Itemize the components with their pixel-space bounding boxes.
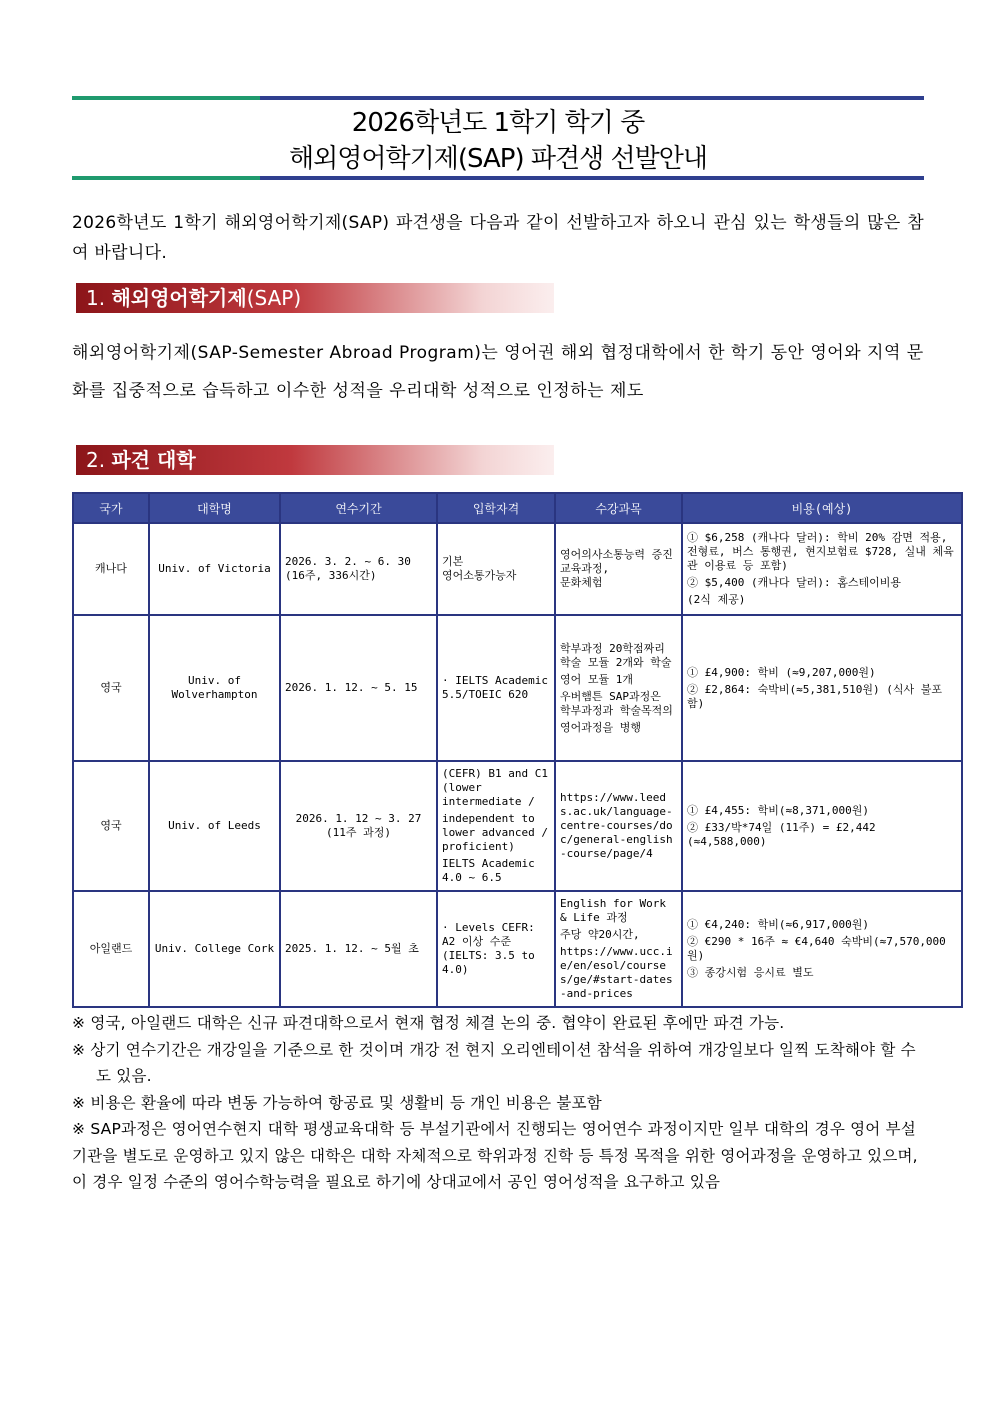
courses-url[interactable]: https://www.leeds.ac.uk/language-centre-courses/doc/general-english-course/page/4 [560,791,673,860]
cost-line: ② $5,400 (캐나다 달러): 홈스테이비용 [687,576,901,589]
cell-period [280,891,437,1007]
header-courses: 수강과목 [555,493,682,523]
title-block [72,96,924,180]
cell-period [280,761,437,891]
cell-admission [437,615,555,761]
cost-line: (2식 제공) [687,593,746,606]
cell-admission [437,891,555,1007]
note-item: ※ 비용은 환율에 따라 변동 가능하여 항공료 및 생활비 등 개인 비용은 불포함 [72,1093,602,1112]
admission-line: 기본 [442,555,464,568]
section2-title: 파견 대학 [111,448,196,472]
note-item: ※ 상기 연수기간은 개강일을 기준으로 한 것이며 개강 전 현지 오리엔테이션 참석을 위하여 개강일보다 일찍 도착해야 할 수도 있음. [72,1040,916,1085]
period-line: 2026. 1. 12. ~ 5. 15 [285,681,418,694]
section1-body: 해외영어학기제(SAP-Semester Abroad Program)는 영어권 해외 협정대학에서 한 학기 동안 영어와 지역 문화를 집중적으로 습득하고 이수한 성적을 우리대학 성적으로 인정하는 제도 [72,343,924,401]
cell-admission [437,523,555,615]
intro-paragraph: 2026학년도 1학기 해외영어학기제(SAP) 파견생을 다음과 같이 선발하고자 하오니 관심 있는 학생들의 많은 참여 바랍니다. [72,213,924,263]
cell-costs [682,523,962,615]
cost-line: ① $6,258 (캐나다 달러): 학비 20% 감면 적용, 전형료, 버스 통행권, 현지보험료 $728, 실내 체육관 이용료 등 포함) [687,531,954,572]
table-row [73,523,962,615]
courses-line: 영어의사소통능력 증진 교육과정, [560,548,673,575]
admission-line: 영어소통가능자 [442,569,517,582]
cell-courses [555,761,682,891]
cell-costs [682,891,962,1007]
header-costs: 비용(예상) [682,493,962,523]
cell-period [280,615,437,761]
table-row [73,891,962,1007]
cell-courses [555,891,682,1007]
header-country: 국가 [73,493,149,523]
cell-courses [555,523,682,615]
cell-country: 영국 [73,615,149,761]
cell-university: Univ. College Cork [149,891,280,1007]
admission-line: independent to lower advanced / proficient) [442,812,548,853]
period-line: 2026. 1. 12 ~ 3. 27 [295,812,422,825]
cell-costs [682,761,962,891]
note-item: ※ SAP과정은 영어연수현지 대학 평생교육대학 등 부설기관에서 진행되는 영어연수 과정이지만 일부 대학의 경우 영어 부설 기관을 별도로 운영하고 있지 않은 대학은 대학 자체적으로 학위과정 진학 등 특정 목적을 위한 영어과정을 운영하고 있으며, 이 경우 일정 수준의 영어수학능력을 필요로 하기에 상대교에서 공인 영어성적을 요구하고 있음 [72,1120,918,1191]
cost-line: ③ 종강시험 응시료 별도 [687,966,814,979]
period-line: (11주 과정) [326,826,391,839]
cell-university: Univ. of Leeds [149,761,280,891]
section2-number: 2. [86,448,106,472]
cost-line: ② £33/박*74일 (11주) = £2,442 (≈4,588,000) [687,820,876,848]
page-title-line1: 2026학년도 1학기 학기 중 [351,108,645,138]
header-university: 대학명 [149,493,280,523]
cell-university: Univ. of Wolverhampton [149,615,280,761]
title-bottom-rule [72,176,924,180]
cell-period [280,523,437,615]
admission-line: · IELTS Academic 5.5/TOEIC 620 [442,674,548,701]
cell-country: 캐나다 [73,523,149,615]
section1-title: 해외영어학기제 [111,286,247,310]
period-line: 2025. 1. 12. ~ 5월 초 [285,942,419,955]
period-line: (16주, 336시간) [285,569,377,582]
admission-line: (CEFR) B1 and C1 (lower intermediate / [442,767,548,808]
cost-line: ① €4,240: 학비(≈6,917,000원) [687,918,869,931]
cost-line: ② €290 * 16주 ≈ €4,640 숙박비(≈7,570,000원) [687,935,946,962]
admission-line: · Levels CEFR: A2 이상 수준 (IELTS: 3.5 to 4.0) [442,921,535,976]
cost-line: ② £2,864: 숙박비(≈5,381,510원) (식사 불포함) [687,682,942,710]
cell-courses [555,615,682,761]
cell-university: Univ. of Victoria [149,523,280,615]
title-top-rule [72,96,924,100]
courses-url[interactable]: https://www.ucc.ie/en/esol/courses/ge/#start-dates-and-prices [560,945,673,1000]
courses-line: 문화체험 [560,576,603,589]
table-row [73,761,962,891]
courses-line: 영어과정을 병행 [560,720,642,734]
section2-heading [76,445,554,475]
courses-line: English for Work & Life 과정 [560,897,666,924]
header-admission: 입학자격 [437,493,555,523]
header-period: 연수기간 [280,493,437,523]
section1-heading [76,283,554,313]
courses-line: 우버햄튼 SAP과정은 학부과정과 학술목적의 [560,689,673,717]
cell-country: 아일랜드 [73,891,149,1007]
cost-line: ① £4,900: 학비 (≈9,207,000원) [687,665,876,679]
table-row [73,615,962,761]
admission-line: IELTS Academic 4.0 ~ 6.5 [442,857,535,884]
cell-admission [437,761,555,891]
page-title-line2: 해외영어학기제(SAP) 파견생 선발안내 [289,144,707,174]
section1-title-suffix: (SAP) [246,286,302,310]
courses-line: 학부과정 20학점짜리 학술 모듈 2개와 학술 [560,641,672,669]
cost-line: ① £4,455: 학비(≈8,371,000원) [687,803,869,817]
university-table [72,492,963,1008]
cell-country: 영국 [73,761,149,891]
section1-number: 1. [86,286,106,310]
courses-line: 주당 약20시간, [560,928,640,941]
courses-line: 영어 모듈 1개 [560,672,633,686]
note-item: ※ 영국, 아일랜드 대학은 신규 파견대학으로서 현재 협정 체결 논의 중. 협약이 완료된 후에만 파견 가능. [72,1014,785,1032]
notes [72,1010,924,1196]
cell-costs [682,615,962,761]
table-header-row [73,493,962,523]
period-line: 2026. 3. 2. ~ 6. 30 [285,555,411,568]
